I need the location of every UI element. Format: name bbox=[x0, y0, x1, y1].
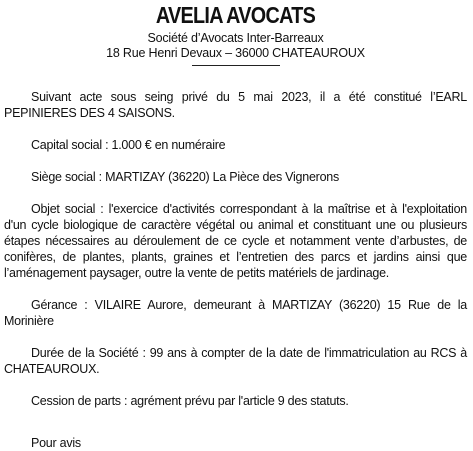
constitution-paragraph: Suivant acte sous seing privé du 5 mai 2023, il a été constitué l’EARL PEPINIERES DES 4 SAISONS. bbox=[4, 90, 467, 120]
header-divider bbox=[192, 65, 280, 66]
firm-name: AVELIA AVOCATS bbox=[155, 2, 316, 28]
notice-header bbox=[4, 2, 467, 66]
registered-office-paragraph: Siège social : MARTIZAY (36220) La Pièce des Vignerons bbox=[31, 170, 339, 184]
notice-body bbox=[4, 89, 467, 409]
share-transfer-paragraph: Cession de parts : agrément prévu par l'article 9 des statuts. bbox=[31, 394, 349, 408]
management-paragraph: Gérance : VILAIRE Aurore, demeurant à MARTIZAY (36220) 15 Rue de la Morinière bbox=[4, 298, 467, 328]
firm-subtitle: Société d’Avocats Inter-Barreaux bbox=[147, 31, 324, 45]
closing-note: Pour avis bbox=[31, 436, 81, 450]
firm-address: 18 Rue Henri Devaux – 36000 CHATEAUROUX bbox=[106, 46, 365, 60]
corporate-purpose-paragraph: Objet social : l'exercice d'activités correspondant à la maîtrise et à l'exploitation d'un cycle biologique de caractère végétal ou animal et constituant une ou plusieurs étapes nécessaires au déroulement de ce cycle et notamment vente d’arbustes, de conifères, de plantes, plants, graines et l’entretien des parcs et jardins ainsi que l’aménagement paysager, outre la vente de petits matériels de jardinage. bbox=[4, 202, 467, 280]
capital-paragraph: Capital social : 1.000 € en numéraire bbox=[31, 138, 226, 152]
duration-paragraph: Durée de la Société : 99 ans à compter de la date de l'immatriculation au RCS à CHATEAUROUX. bbox=[4, 346, 467, 376]
